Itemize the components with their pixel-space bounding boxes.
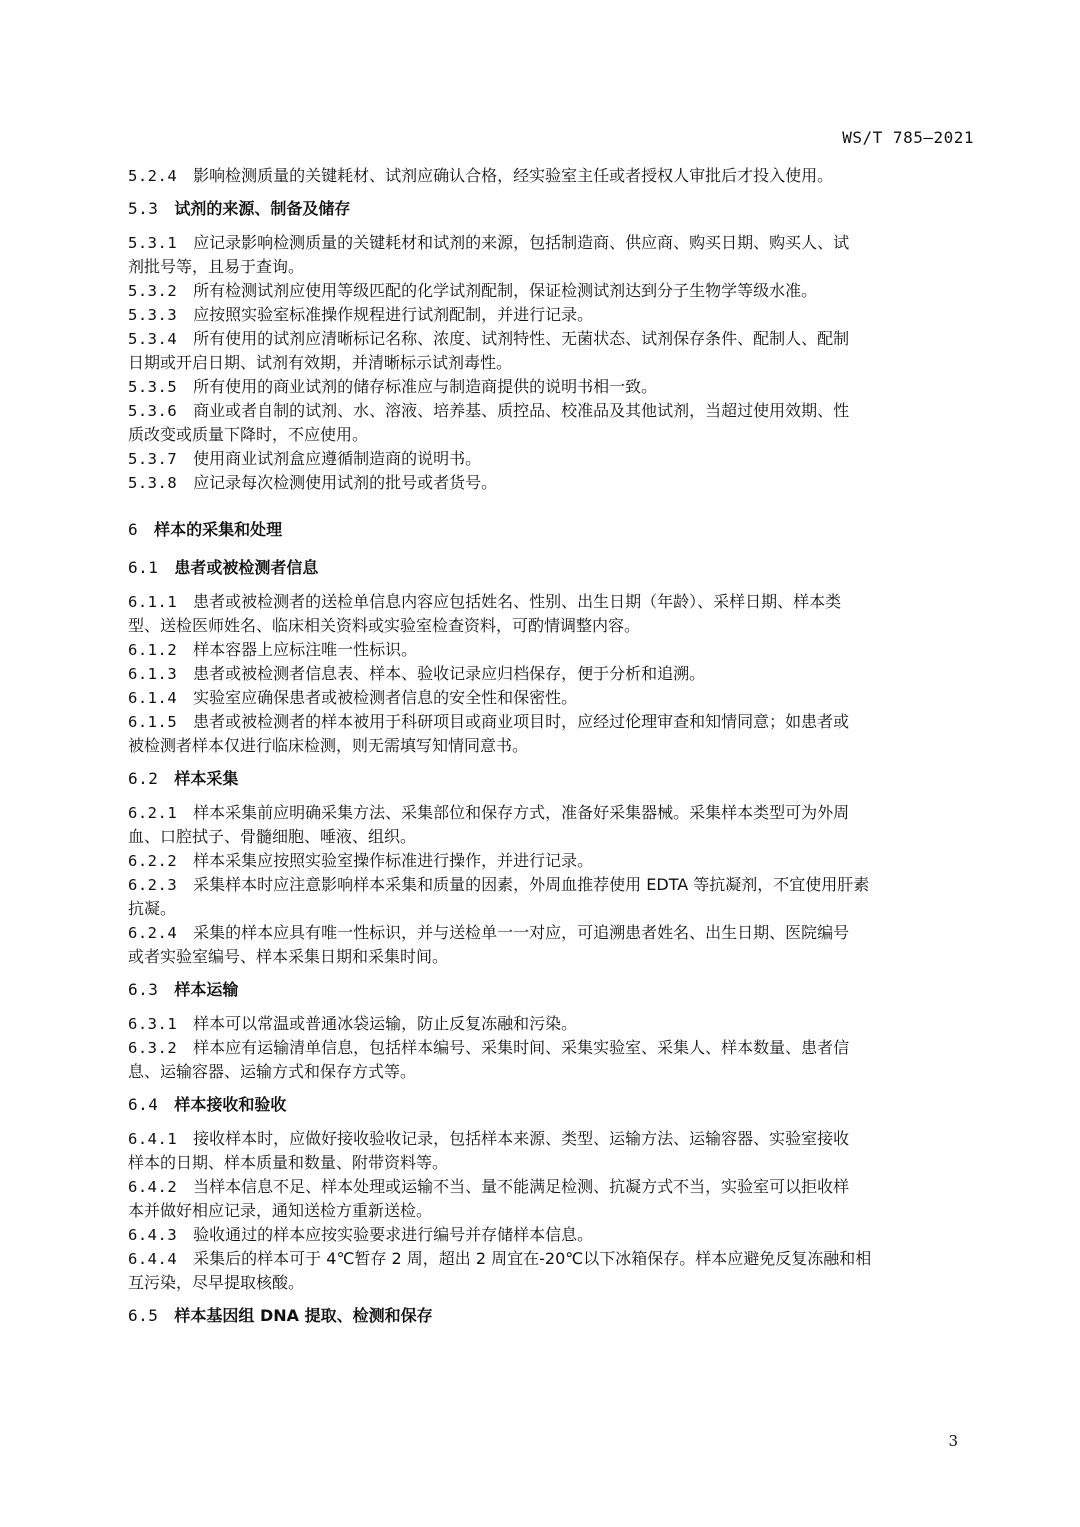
chapter-heading-6 — [128, 518, 978, 542]
clause-text-line2: 样本的日期、样本质量和数量、附带资料等。 — [128, 1153, 449, 1172]
document-body — [128, 164, 978, 1338]
clause-text: 影响检测质量的关键耗材、试剂应确认合格，经实验室主任或者授权人审批后才投入使用。 — [193, 166, 834, 185]
clause-text: 所有检测试剂应使用等级匹配的化学试剂配制，保证检测试剂达到分子生物学等级水准。 — [193, 281, 818, 300]
clause-number: 6.1.3 — [128, 665, 178, 683]
clause-6-1-1 — [128, 590, 978, 638]
clause-text-line2: 抗凝。 — [128, 899, 177, 918]
clause-text-line2: 本并做好相应记录，通知送检方重新送检。 — [128, 1201, 433, 1220]
section-heading-6-5 — [128, 1304, 978, 1328]
clause-text: 患者或被检测者信息表、样本、验收记录应归档保存，便于分析和追溯。 — [193, 664, 706, 683]
heading-title: 样本接收和验收 — [174, 1095, 287, 1114]
clause-text-line2: 息、运输容器、运输方式和保存方式等。 — [128, 1062, 417, 1081]
clause-text-line2: 型、送检医师姓名、临床相关资料或实验室检查资料，可酌情调整内容。 — [128, 616, 641, 635]
clause-number: 6.4.2 — [128, 1178, 178, 1196]
clause-text-line2: 血、口腔拭子、骨髓细胞、唾液、组织。 — [128, 827, 417, 846]
clause-text-line1: 应记录影响检测质量的关键耗材和试剂的来源，包括制造商、供应商、购买日期、购买人、试 — [193, 233, 850, 252]
clause-6-2-1 — [128, 801, 978, 849]
clause-number: 6.3.1 — [128, 1015, 178, 1033]
clause-5-3-3 — [128, 303, 978, 327]
clause-text-line2: 日期或开启日期、试剂有效期，并清晰标示试剂毒性。 — [128, 353, 513, 372]
heading-number: 5.3 — [128, 199, 159, 218]
clause-6-1-5 — [128, 710, 978, 758]
clause-text: 应记录每次检测使用试剂的批号或者货号。 — [193, 473, 498, 492]
clause-text-line1: 当样本信息不足、样本处理或运输不当、量不能满足检测、抗凝方式不当，实验室可以拒收样 — [193, 1177, 850, 1196]
section-heading-6-2 — [128, 767, 978, 791]
clause-text-line1: 接收样本时，应做好接收验收记录，包括样本来源、类型、运输方法、运输容器、实验室接收 — [193, 1129, 850, 1148]
heading-number: 6.2 — [128, 769, 159, 788]
clause-text: 使用商业试剂盒应遵循制造商的说明书。 — [193, 449, 482, 468]
heading-number: 6 — [128, 520, 139, 539]
clause-text: 实验室应确保患者或被检测者信息的安全性和保密性。 — [193, 688, 578, 707]
clause-number: 5.3.2 — [128, 282, 178, 300]
clause-text-line1: 商业或者自制的试剂、水、溶液、培养基、质控品、校准品及其他试剂，当超过使用效期、性 — [193, 401, 850, 420]
heading-number: 6.4 — [128, 1095, 159, 1114]
clause-number: 6.2.2 — [128, 852, 178, 870]
clause-text-line2: 剂批号等，且易于查询。 — [128, 257, 305, 276]
clause-number: 6.3.2 — [128, 1039, 178, 1057]
clause-number: 6.2.3 — [128, 876, 178, 894]
clause-6-4-2 — [128, 1175, 978, 1223]
clause-6-4-4 — [128, 1247, 978, 1295]
clause-text-line1: 采集后的样本可于 4℃暂存 2 周，超出 2 周宜在-20℃以下冰箱保存。样本应避免反复冻融和相 — [193, 1249, 872, 1268]
clause-number: 6.1.5 — [128, 713, 178, 731]
heading-title: 患者或被检测者信息 — [174, 558, 319, 577]
heading-title: 样本基因组 DNA 提取、检测和保存 — [174, 1306, 433, 1325]
clause-number: 6.4.4 — [128, 1250, 178, 1268]
heading-title: 样本的采集和处理 — [154, 520, 283, 539]
clause-text-line1: 患者或被检测者的送检单信息内容应包括姓名、性别、出生日期（年龄）、采样日期、样本类 — [193, 592, 842, 611]
clause-6-3-2 — [128, 1036, 978, 1084]
clause-number: 6.2.1 — [128, 804, 178, 822]
section-heading-5-3 — [128, 197, 978, 221]
clause-number: 5.3.7 — [128, 450, 178, 468]
clause-6-3-1 — [128, 1012, 978, 1036]
clause-6-2-3 — [128, 873, 978, 921]
clause-number: 5.3.1 — [128, 234, 178, 252]
clause-text: 样本容器上应标注唯一性标识。 — [193, 640, 418, 659]
clause-5-3-2 — [128, 279, 978, 303]
clause-text: 样本采集应按照实验室操作标准进行操作，并进行记录。 — [193, 851, 594, 870]
section-heading-6-1 — [128, 556, 978, 580]
clause-number: 5.3.6 — [128, 402, 178, 420]
clause-number: 6.1.4 — [128, 689, 178, 707]
clause-number: 6.1.2 — [128, 641, 178, 659]
clause-5-3-6 — [128, 399, 978, 447]
clause-text-line1: 所有使用的试剂应清晰标记名称、浓度、试剂特性、无菌状态、试剂保存条件、配制人、配制 — [193, 329, 850, 348]
page-number: 3 — [948, 1432, 958, 1450]
clause-number: 6.4.3 — [128, 1226, 178, 1244]
clause-number: 5.3.3 — [128, 306, 178, 324]
clause-6-2-2 — [128, 849, 978, 873]
clause-number: 6.4.1 — [128, 1130, 178, 1148]
clause-number: 5.2.4 — [128, 167, 178, 185]
standard-code: WS/T 785—2021 — [842, 128, 974, 147]
heading-title: 试剂的来源、制备及储存 — [174, 199, 351, 218]
clause-6-1-4 — [128, 686, 978, 710]
clause-6-2-4 — [128, 921, 978, 969]
clause-5-3-1 — [128, 231, 978, 279]
heading-number: 6.5 — [128, 1306, 159, 1325]
clause-text-line1: 采集样本时应注意影响样本采集和质量的因素，外周血推荐使用 EDTA 等抗凝剂，不宜使用肝素 — [193, 875, 870, 894]
clause-text-line2: 被检测者样本仅进行临床检测，则无需填写知情同意书。 — [128, 736, 529, 755]
clause-number: 5.3.8 — [128, 474, 178, 492]
clause-number: 5.3.5 — [128, 378, 178, 396]
clause-6-4-1 — [128, 1127, 978, 1175]
clause-5-3-4 — [128, 327, 978, 375]
clause-number: 5.3.4 — [128, 330, 178, 348]
clause-text: 样本可以常温或普通冰袋运输，防止反复冻融和污染。 — [193, 1014, 578, 1033]
heading-number: 6.3 — [128, 980, 159, 999]
heading-title: 样本运输 — [174, 980, 239, 999]
clause-text-line1: 样本应有运输清单信息，包括样本编号、采集时间、采集实验室、采集人、样本数量、患者信 — [193, 1038, 850, 1057]
clause-5-2-4 — [128, 164, 978, 188]
clause-text-line2: 质改变或质量下降时，不应使用。 — [128, 425, 369, 444]
clause-text: 验收通过的样本应按实验要求进行编号并存储样本信息。 — [193, 1225, 594, 1244]
clause-5-3-8 — [128, 471, 978, 495]
clause-text-line1: 采集的样本应具有唯一性标识，并与送检单一一对应，可追溯患者姓名、出生日期、医院编号 — [193, 923, 850, 942]
clause-6-1-2 — [128, 638, 978, 662]
clause-number: 6.1.1 — [128, 593, 178, 611]
clause-text: 所有使用的商业试剂的储存标准应与制造商提供的说明书相一致。 — [193, 377, 658, 396]
clause-6-4-3 — [128, 1223, 978, 1247]
clause-text: 应按照实验室标准操作规程进行试剂配制，并进行记录。 — [193, 305, 594, 324]
clause-5-3-5 — [128, 375, 978, 399]
clause-5-3-7 — [128, 447, 978, 471]
clause-6-1-3 — [128, 662, 978, 686]
clause-text-line2: 互污染，尽早提取核酸。 — [128, 1273, 305, 1292]
clause-number: 6.2.4 — [128, 924, 178, 942]
heading-title: 样本采集 — [174, 769, 239, 788]
clause-text-line1: 样本采集前应明确采集方法、采集部位和保存方式，准备好采集器械。采集样本类型可为外周 — [193, 803, 850, 822]
clause-text-line2: 或者实验室编号、样本采集日期和采集时间。 — [128, 947, 449, 966]
heading-number: 6.1 — [128, 558, 159, 577]
section-heading-6-3 — [128, 978, 978, 1002]
section-heading-6-4 — [128, 1093, 978, 1117]
clause-text-line1: 患者或被检测者的样本被用于科研项目或商业项目时，应经过伦理审查和知情同意；如患者或 — [193, 712, 850, 731]
